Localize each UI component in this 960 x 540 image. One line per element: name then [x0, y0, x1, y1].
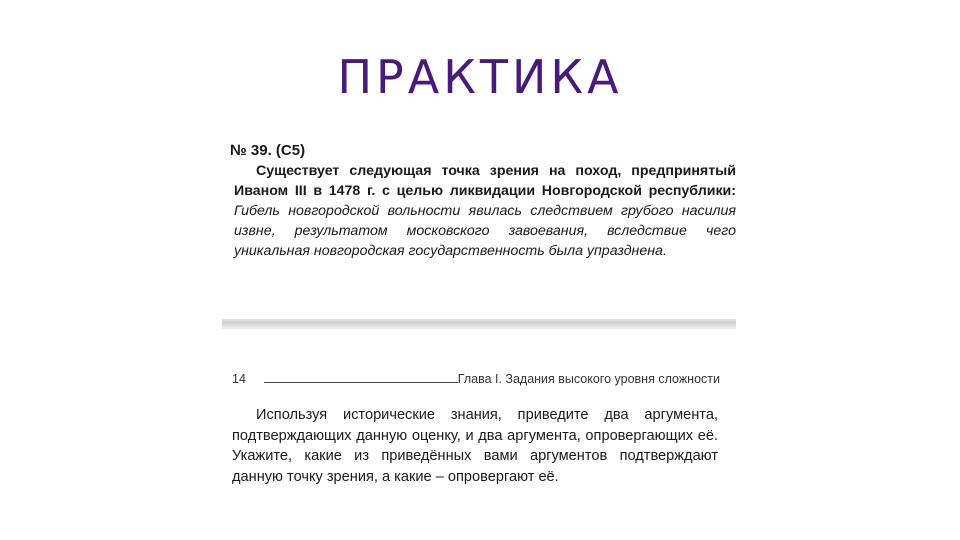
task-excerpt — [222, 142, 736, 261]
chapter-title: Глава I. Задания высокого уровня сложности — [457, 372, 720, 386]
slide-title: ПРАКТИКА — [337, 50, 623, 104]
header-rule — [264, 382, 458, 383]
task-statement-intro: Существует следующая точка зрения на поход, предпринятый Иваном III в 1478 г. с целью ликвидации Новгородской республики: — [234, 163, 736, 199]
task-statement — [234, 161, 736, 261]
page-number: 14 — [232, 372, 246, 386]
task-number: № 39. (С5) — [230, 142, 306, 159]
question-block — [232, 405, 718, 487]
page-header — [232, 372, 720, 386]
task-statement-quote: Гибель новгородской вольности явилась следствием грубого насилия извне, результатом московского завоевания, вследствие чего уникальная новгородская государственность была упразднена. — [234, 203, 736, 259]
page-break-divider — [222, 319, 736, 329]
question-text: Используя исторические знания, приведите два аргумента, подтверждающих данную оценку, и два аргумента, опровергающих её. Укажите, какие из приведённых вами аргументов подтверждают данную точку зрения, а какие – опровергают её. — [232, 407, 718, 485]
